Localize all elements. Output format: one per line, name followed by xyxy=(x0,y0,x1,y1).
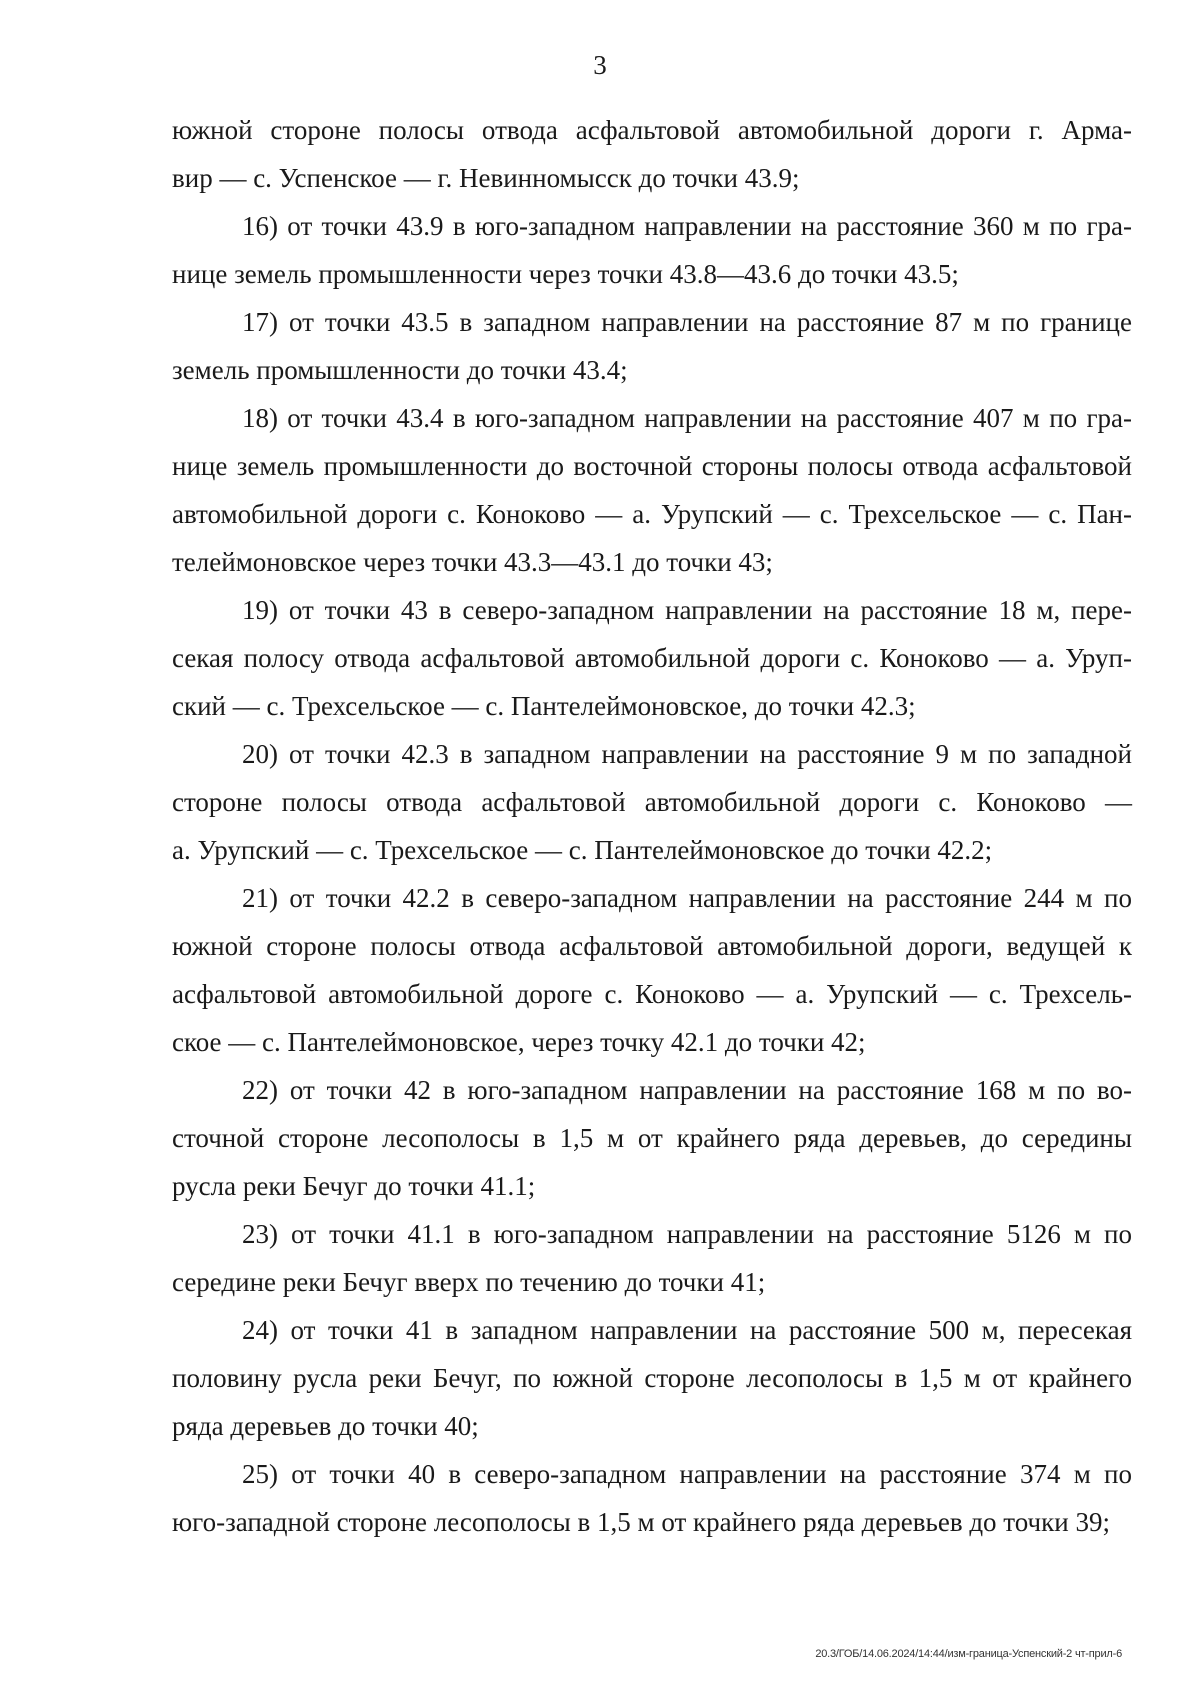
text-line: 16) от точки 43.9 в юго-западном направлении на расстояние 360 м по гра- xyxy=(242,211,1132,241)
paragraph-23 xyxy=(172,1210,1132,1306)
text-line: середине реки Бечуг вверх по течению до точки 41; xyxy=(172,1267,766,1297)
text-line: вир — с. Успенское — г. Невинномысск до точки 43.9; xyxy=(172,163,800,193)
text-line: секая полосу отвода асфальтовой автомобильной дороги с. Коноково — а. Уруп- xyxy=(172,643,1132,673)
text-line: 25) от точки 40 в северо-западном направлении на расстояние 374 м по xyxy=(242,1459,1132,1489)
text-line: южной стороне полосы отвода асфальтовой автомобильной дороги, ведущей к xyxy=(172,931,1132,961)
paragraph-17 xyxy=(172,298,1132,394)
text-line: 19) от точки 43 в северо-западном направлении на расстояние 18 м, пере- xyxy=(242,595,1132,625)
text-line: русла реки Бечуг до точки 41.1; xyxy=(172,1171,536,1201)
paragraph-16 xyxy=(172,202,1132,298)
text-line: 18) от точки 43.4 в юго-западном направлении на расстояние 407 м по гра- xyxy=(242,403,1132,433)
text-line: телеймоновское через точки 43.3—43.1 до точки 43; xyxy=(172,547,773,577)
text-line: нице земель промышленности через точки 43.8—43.6 до точки 43.5; xyxy=(172,259,959,289)
paragraph-22 xyxy=(172,1066,1132,1210)
text-line: 20) от точки 42.3 в западном направлении на расстояние 9 м по западной xyxy=(242,739,1132,769)
text-line: юго-западной стороне лесополосы в 1,5 м от крайнего ряда деревьев до точки 39; xyxy=(172,1507,1110,1537)
text-line: 21) от точки 42.2 в северо-западном направлении на расстояние 244 м по xyxy=(242,883,1132,913)
text-line: а. Урупский — с. Трехсельское — с. Пантелеймоновское до точки 42.2; xyxy=(172,835,993,865)
text-line: ский — с. Трехсельское — с. Пантелеймоновское, до точки 42.3; xyxy=(172,691,916,721)
paragraph-21 xyxy=(172,874,1132,1066)
paragraph-25 xyxy=(172,1450,1132,1546)
page-number: 3 xyxy=(593,50,607,80)
text-line: асфальтовой автомобильной дороге с. Коноково — а. Урупский — с. Трехсель- xyxy=(172,979,1132,1009)
text-line: сточной стороне лесополосы в 1,5 м от крайнего ряда деревьев, до середины xyxy=(172,1123,1132,1153)
text-line: нице земель промышленности до восточной стороны полосы отвода асфальтовой xyxy=(172,451,1132,481)
text-line: стороне полосы отвода асфальтовой автомобильной дороги с. Коноково — xyxy=(172,787,1132,817)
text-line: южной стороне полосы отвода асфальтовой автомобильной дороги г. Арма- xyxy=(172,115,1132,145)
text-line: земель промышленности до точки 43.4; xyxy=(172,355,628,385)
text-line: 22) от точки 42 в юго-западном направлении на расстояние 168 м по во- xyxy=(242,1075,1132,1105)
paragraph-18 xyxy=(172,394,1132,586)
text-line: 17) от точки 43.5 в западном направлении на расстояние 87 м по границе xyxy=(242,307,1132,337)
text-line: ское — с. Пантелеймоновское, через точку 42.1 до точки 42; xyxy=(172,1027,866,1057)
text-line: половину русла реки Бечуг, по южной стороне лесополосы в 1,5 м от крайнего xyxy=(172,1363,1132,1393)
text-line: автомобильной дороги с. Коноково — а. Урупский — с. Трехсельское — с. Пан- xyxy=(172,499,1132,529)
paragraph-20 xyxy=(172,730,1132,874)
document-body xyxy=(172,106,1132,1546)
paragraph-15-continuation xyxy=(172,106,1132,202)
text-line: ряда деревьев до точки 40; xyxy=(172,1411,479,1441)
text-line: 23) от точки 41.1 в юго-западном направлении на расстояние 5126 м по xyxy=(242,1219,1132,1249)
paragraph-19 xyxy=(172,586,1132,730)
text-line: 24) от точки 41 в западном направлении на расстояние 500 м, пересекая xyxy=(242,1315,1132,1345)
paragraph-24 xyxy=(172,1306,1132,1450)
document-footer-code: 20.3/ГОБ/14.06.2024/14:44/изм-граница-Успенский-2 чт-прил-6 xyxy=(815,1648,1122,1660)
